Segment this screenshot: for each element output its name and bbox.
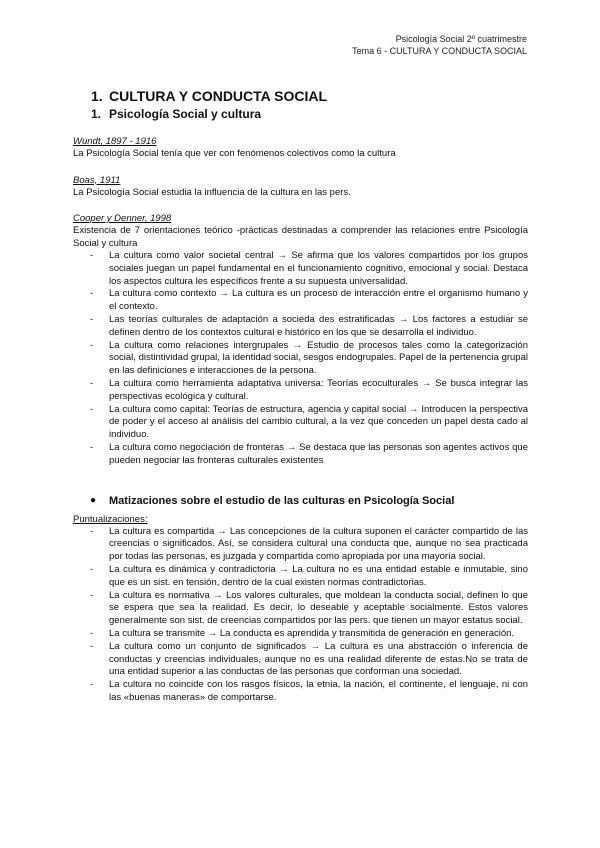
puntualizaciones-label: Puntualizaciones: bbox=[73, 513, 148, 525]
dash-marker: - bbox=[90, 563, 94, 575]
list-item-text: La cultura como capital: Teorías de estructura, agencia y capital social → Introducen la perspectiva de poder y el acceso al análisis del cambio cultural, a la vez que conceden un papel desta cado al individuo. bbox=[109, 403, 528, 441]
dash-marker: - bbox=[90, 640, 94, 652]
list-item-text: Las teorías culturales de adaptación a socieda des estratificadas → Los factores a estudiar se definen dentro de los contextos cultural e histórico en los que se desarrolla el individuo. bbox=[109, 313, 528, 338]
dash-marker: - bbox=[90, 403, 94, 415]
main-heading bbox=[91, 87, 528, 105]
list-item bbox=[73, 590, 528, 628]
list-item-text: La cultura se transmite → La conducta es aprendida y transmitida de generación en generación. bbox=[109, 627, 515, 639]
dash-marker: - bbox=[90, 377, 94, 389]
list-item bbox=[73, 641, 528, 679]
dash-marker: - bbox=[90, 441, 94, 453]
list-item-text: La cultura como valor societal central → Se afirma que los valores compartidos por los grupos sociales juegan un papel fundamental en el funcionamiento cognitivo, emocional y social. Destaca los aspectos cultura les específicos frente a su supuesta universalidad. bbox=[109, 250, 528, 287]
paragraph-boas: La Psicología Social estudia la influencia de la cultura en las pers. bbox=[73, 186, 351, 198]
main-heading-text: CULTURA Y CONDUCTA SOCIAL bbox=[109, 88, 328, 104]
reference-wundt: Wundt, 1897 - 1916 bbox=[73, 136, 157, 147]
dash-marker: - bbox=[90, 679, 94, 691]
sub-heading-number: 1. bbox=[91, 107, 102, 121]
matizaciones-heading bbox=[73, 494, 528, 508]
list-item bbox=[73, 314, 528, 340]
list-item-text: La cultura como negociación de fronteras → Se destaca que las personas son agentes activos que pueden negociar las fronteras culturales existentes bbox=[109, 441, 528, 466]
puntualizaciones-list bbox=[73, 526, 528, 705]
header-course: Psicología Social 2º cuatrimestre bbox=[395, 34, 527, 44]
header-topic: Tema 6 - CULTURA Y CONDUCTA SOCIAL bbox=[352, 46, 527, 56]
list-item bbox=[73, 564, 528, 590]
list-item-text: La cultura como herramienta adaptativa universa: Teorías ecoculturales → Se busca integrar las perspectivas ecológica y cultural. bbox=[109, 377, 528, 402]
reference-boas: Boas, 1911 bbox=[73, 174, 121, 186]
list-item bbox=[73, 628, 528, 641]
list-item-text: La cultura como contexto → La cultura es un proceso de interacción entre el organismo humano y el contexto. bbox=[109, 288, 528, 313]
document-body bbox=[73, 87, 528, 705]
dash-marker: - bbox=[90, 589, 94, 601]
list-item-text: La cultura no coincide con los rasgos físicos, la etnia, la nación, el continente, el lenguaje, ni con las «buenas maneras» de comportarse. bbox=[109, 679, 528, 703]
list-item bbox=[73, 526, 528, 564]
main-heading-number: 1. bbox=[91, 88, 103, 104]
paragraph-wundt: La Psicología Social tenía que ver con fenómenos colectivos como la cultura bbox=[73, 148, 396, 159]
list-item bbox=[73, 442, 528, 468]
paragraph-cooper-denner: Existencia de 7 orientaciones teórico -prácticas destinadas a comprender las relaciones entre Psicología Social y cultura bbox=[73, 225, 528, 249]
list-item-text: La cultura como un conjunto de significados → La cultura es una abstracción o inferencia de conductas y creencias individuales, aunque no es una realidad diferente de estas.No se trata de una entidad superior a las conductas de las personas que conforman una sociedad. bbox=[109, 640, 528, 678]
reference-cooper-denner: Cooper y Denner, 1998 bbox=[73, 213, 172, 224]
orientaciones-list bbox=[73, 250, 528, 468]
dash-marker: - bbox=[90, 313, 94, 325]
list-item bbox=[73, 250, 528, 288]
sub-heading bbox=[91, 106, 528, 122]
dash-marker: - bbox=[90, 525, 94, 537]
dash-marker: - bbox=[90, 627, 94, 639]
list-item-text: La cultura como relaciones intergrupales → Estudio de procesos tales como la categorización social, distintividad grupal, la identidad social, sesgos endogrupales. Papel de la pertenencia grupal en las definiciones e interacciones de la persona. bbox=[109, 339, 528, 377]
list-item-text: La cultura es normativa → Los valores culturales, que moldean la conducta social, definen lo que se espera que sea la realidad. Es decir, lo deseable y aceptable socialmente. Estos valores generalmente son sist. de creencias compartidos por las pers. que tienen un mayor estatus social. bbox=[109, 589, 528, 627]
dash-marker: - bbox=[90, 288, 94, 300]
list-item bbox=[73, 679, 528, 705]
list-item bbox=[73, 378, 528, 404]
list-item bbox=[73, 340, 528, 378]
page-header bbox=[352, 33, 527, 57]
list-item-text: La cultura es dinámica y contradictoria → La cultura no es una entidad estable e inmutable, sino que es un sist. en tensión, dentro de la cual existen normas contradictorias. bbox=[109, 563, 528, 588]
matizaciones-heading-text: Matizaciones sobre el estudio de las culturas en Psicología Social bbox=[109, 494, 455, 507]
sub-heading-text: Psicología Social y cultura bbox=[109, 107, 262, 121]
list-item bbox=[73, 288, 528, 314]
dash-marker: - bbox=[90, 339, 94, 351]
bullet-icon: ● bbox=[90, 494, 97, 506]
dash-marker: - bbox=[90, 250, 94, 261]
list-item-text: La cultura es compartida → Las concepciones de la cultura suponen el carácter compartido de las creencias o significados. Así, se considera cultural una conducta que, aunque no sea practicada por todas las personas, es juzgada y compartida como apropiada por una mayoría social. bbox=[109, 525, 528, 563]
list-item bbox=[73, 404, 528, 442]
